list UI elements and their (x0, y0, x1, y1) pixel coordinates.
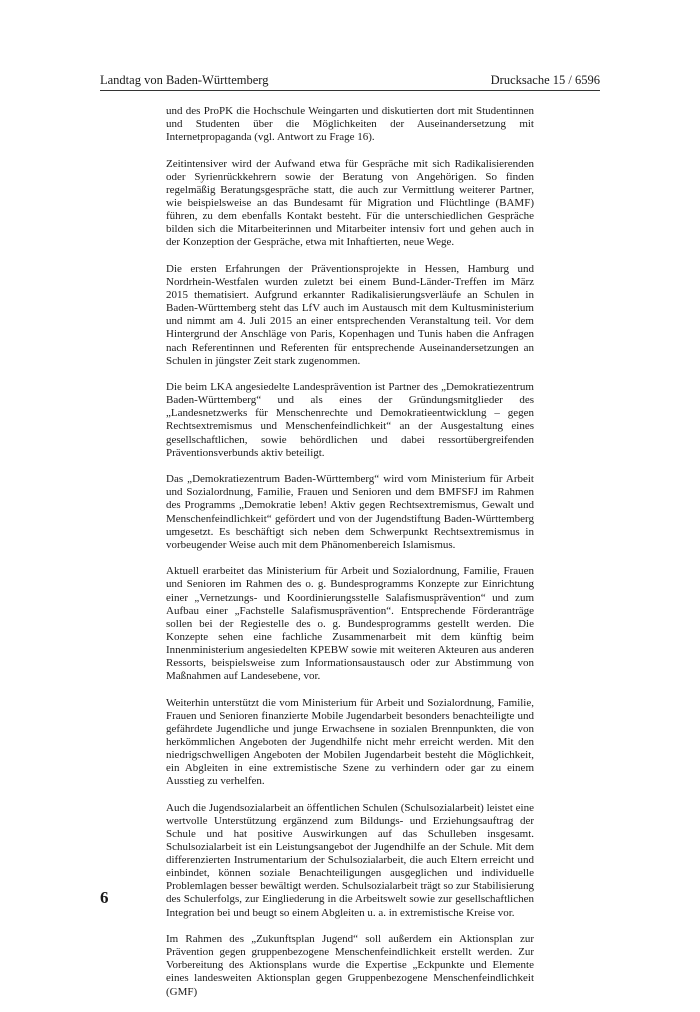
paragraph: Zeitintensiver wird der Aufwand etwa für Gespräche mit sich Radikalisierenden oder Syrienrückkehrern sowie der Beratung von Angehörigen. So finden regelmäßig Beratungsgespräche statt, die auch zur Vermittlung weiterer Partner, wie beispielsweise an das Bundesamt für Migration und Flüchtlinge (BAMF) führen, zu dem ebenfalls Kontakt besteht. Für die unterschiedlichen Gespräche bilden sich die Mitarbeiterinnen und Mitarbeiter intensiv fort und gehen auch in der Konzeption der Gespräche, etwa mit Inhaftierten, neue Wege. (166, 157, 534, 249)
paragraph: und des ProPK die Hochschule Weingarten und diskutierten dort mit Studentinnen und Studenten über die Möglichkeiten der Auseinandersetzung mit Internetpropaganda (vgl. Antwort zu Frage 16). (166, 105, 534, 144)
page-number: 6 (100, 888, 109, 907)
paragraph: Auch die Jugendsozialarbeit an öffentlichen Schulen (Schulsozialarbeit) leistet eine wertvolle Unterstützung ergänzend zum Bildungs- und Erziehungsauftrag der Schule und hat positive Auswirkungen auf das Schulleben insgesamt. Schulsozialarbeit ist ein Leistungsangebot der Jugendhilfe an der Schule. Mit dem differenzierten Instrumentarium der Schulsozialarbeit, die auch Eltern erreicht und einbindet, können soziale Benachteiligungen ausgeglichen und individuelle Problemlagen besser bewältigt werden. Schulsozialarbeit trägt so zur Stabilisierung des Schulerfolgs, zur Eingliederung in die Arbeitswelt sowie zur gesellschaftlichen Integration bei und beugt so einem Abgleiten u. a. in extremistische Kreise vor. (166, 801, 534, 919)
document-body (166, 105, 534, 1012)
header-document-number: Drucksache 15 / 6596 (490, 73, 600, 87)
paragraph: Die beim LKA angesiedelte Landesprävention ist Partner des „Demokratiezentrum Baden-Württemberg“ und als eines der Gründungsmitglieder des „Landesnetzwerks für Menschenrechte und Demokratieentwicklung – gegen Rechtsextremismus und Menschenfeindlichkeit“ an der Ausgestaltung eines gesellschaftlichen, sowie behördlichen und dabei ressortübergreifenden Präventionsverbunds aktiv beteiligt. (166, 381, 534, 459)
page-header (100, 70, 600, 91)
paragraph: Weiterhin unterstützt die vom Ministerium für Arbeit und Sozialordnung, Familie, Frauen und Senioren finanzierte Mobile Jugendarbeit besonders benachteiligte und gefährdete Jugendliche und junge Erwachsene in sozialen Brennpunkten, die von herkömmlichen Angeboten der Jugendhilfe nicht mehr erreicht werden. Mit den niedrigschwelligen Angeboten der Mobilen Jugendarbeit besteht die Möglichkeit, ein Abgleiten in eine extremistische Szene zu verhindern oder gar zu einem Ausstieg zu verhelfen. (166, 696, 534, 788)
paragraph: Das „Demokratiezentrum Baden-Württemberg“ wird vom Ministerium für Arbeit und Sozialordnung, Familie, Frauen und Senioren und dem BMFSFJ im Rahmen des Programms „Demokratie leben! Aktiv gegen Rechtsextremismus, Gewalt und Menschenfeindlichkeit“ gefördert und von der Jugendstiftung Baden-Württemberg umgesetzt. Es beschäftigt sich neben dem Schwerpunkt Rechtsextremismus in vorbeugender Weise auch mit dem Phänomenbereich Islamismus. (166, 473, 534, 551)
header-parliament-name: Landtag von Baden-Württemberg (100, 73, 269, 87)
paragraph: Die ersten Erfahrungen der Präventionsprojekte in Hessen, Hamburg und Nordrhein-Westfalen wurden zuletzt bei einem Bund-Länder-Treffen im März 2015 thematisiert. Aufgrund erkannter Radikalisierungsverläufe an Schulen in Baden-Württemberg steht das LfV auch im Austausch mit dem Kultusministerium und nimmt am 4. Juli 2015 an einer entsprechenden Veranstaltung teil. Vor dem Hintergrund der Anschläge von Paris, Kopenhagen und Tunis haben die Anfragen nach Referentinnen und Referenten für entsprechende Auseinandersetzungen an Schulen in jüngster Zeit stark zugenommen. (166, 262, 534, 367)
paragraph: Aktuell erarbeitet das Ministerium für Arbeit und Sozialordnung, Familie, Frauen und Senioren im Rahmen des o. g. Bundesprogramms Konzepte zur Einrichtung einer „Vernetzungs- und Koordinierungsstelle Salafismusprävention“ und zum Aufbau einer „Fachstelle Salafismusprävention“. Entsprechende Förderanträge sollen bei der Regiestelle des o. g. Bundesprogramms gestellt werden. Die Konzepte sehen eine fachliche Zusammenarbeit mit dem künftig beim Innenministerium angesiedelten KPEBW sowie mit weiteren Akteuren aus anderen Ressorts, beispielsweise zum Informationsaustausch oder zur Abstimmung von Maßnahmen auf Landesebene, vor. (166, 565, 534, 683)
paragraph: Im Rahmen des „Zukunftsplan Jugend“ soll außerdem ein Aktionsplan zur Prävention gegen gruppenbezogene Menschenfeindlichkeit erstellt werden. Zur Vorbereitung des Aktionsplans wurde die Expertise „Eckpunkte und Elemente eines landesweiten Aktionsplan gegen Gruppenbezogene Menschenfeindlichkeit (GMF) (166, 933, 534, 998)
